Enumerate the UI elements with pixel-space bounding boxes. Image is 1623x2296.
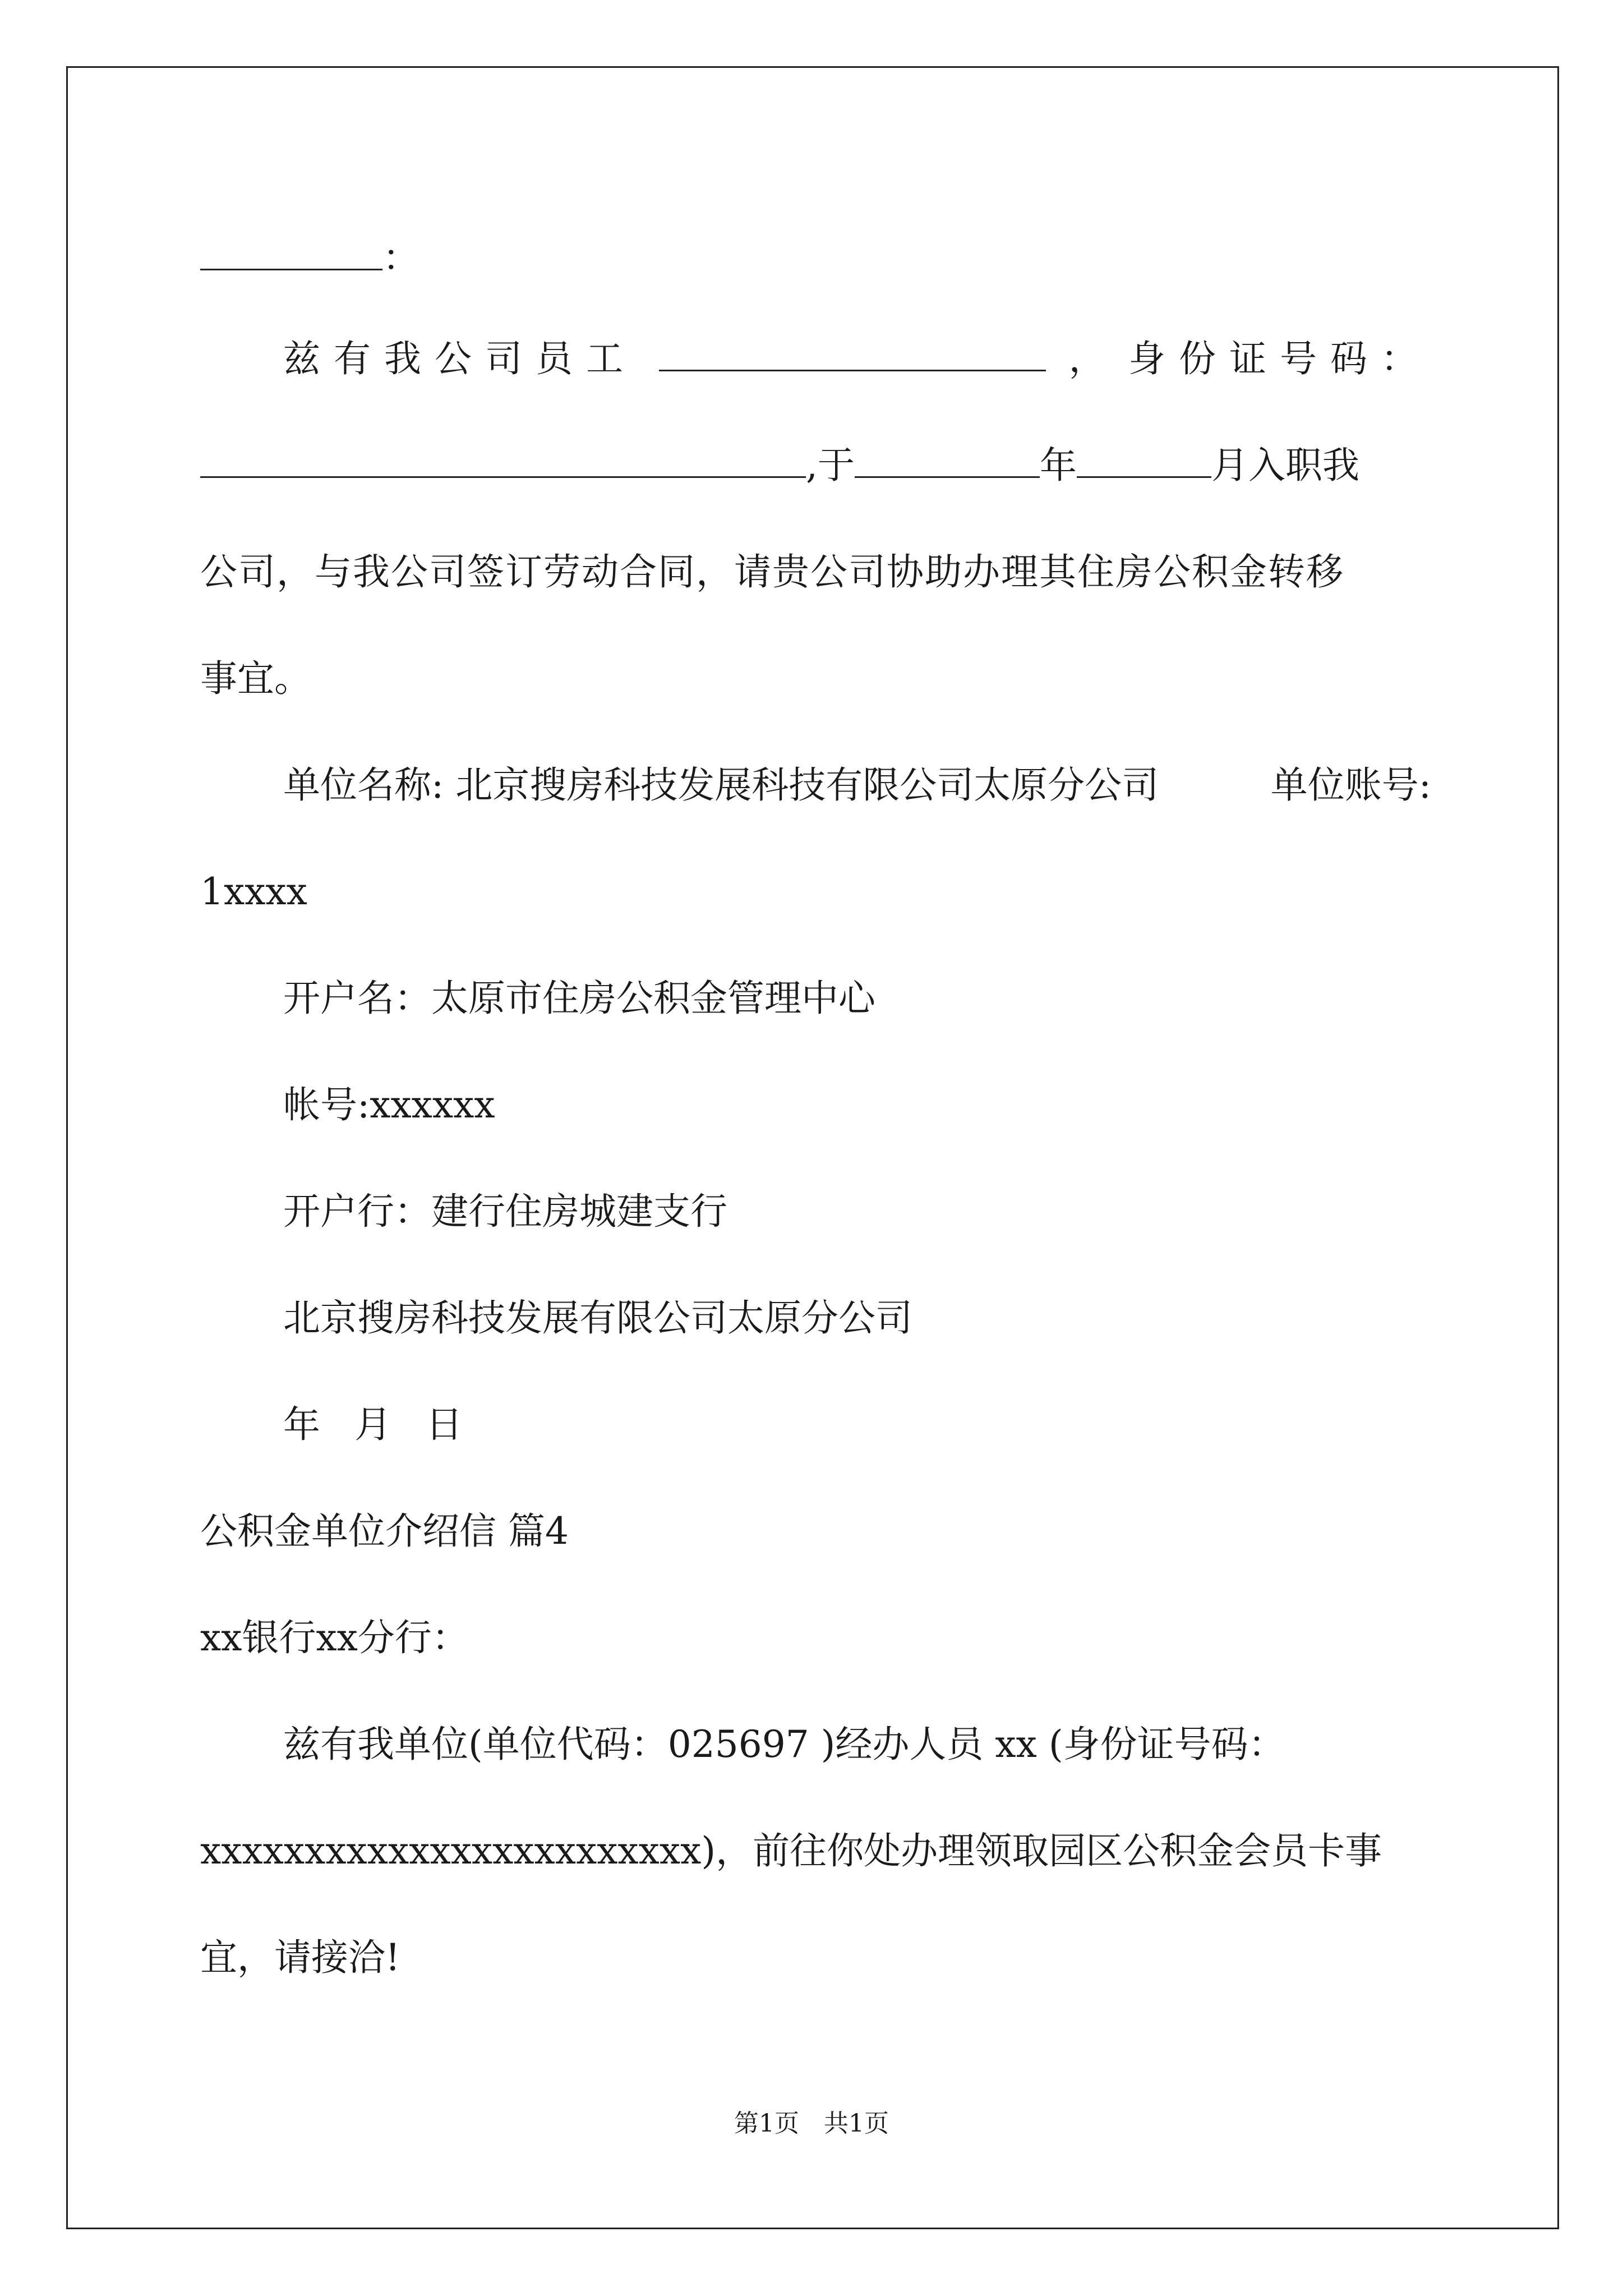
unit-account-value: 1xxxx	[200, 870, 307, 913]
addressee-line	[200, 236, 419, 280]
letter4-body-line-3: 宜，请接洽!	[200, 1936, 400, 1979]
year-label: 年	[1039, 444, 1077, 487]
id-number-label: 身份证号码：	[1128, 337, 1431, 380]
bank-name: 开户行：建行住房城建支行	[283, 1190, 727, 1233]
intro-at: ,于	[806, 444, 855, 487]
letter4-body-line-2: xxxxxxxxxxxxxxxxxxxxxxxx)，前往你处办理领取园区公积金会员卡事	[200, 1829, 1382, 1872]
intro-line-3: 公司，与我公司签订劳动合同，请贵公司协助办理其住房公积金转移	[200, 550, 1344, 593]
company-signature: 北京搜房科技发展有限公司太原分公司	[283, 1296, 912, 1340]
year-blank[interactable]	[855, 445, 1040, 478]
intro-comma: ，	[1068, 337, 1106, 380]
addressee-blank[interactable]	[200, 237, 382, 270]
employee-name-blank[interactable]	[659, 338, 1046, 371]
page-footer: 第1页 共1页	[734, 2109, 889, 2138]
page-border	[66, 66, 1559, 2229]
letter4-heading: 公积金单位介绍信 篇4	[200, 1510, 569, 1553]
account-holder: 开户名：太原市住房公积金管理中心	[283, 977, 875, 1020]
month-blank[interactable]	[1077, 445, 1211, 478]
letter4-addressee: xx银行xx分行：	[200, 1616, 469, 1659]
intro-line-4: 事宜。	[200, 657, 311, 700]
intro-prefix: 兹有我公司员工	[283, 337, 637, 380]
intro-line-1	[283, 337, 1431, 381]
month-join-label: 月入职我	[1211, 444, 1359, 487]
date-line: 年 月 日	[283, 1403, 463, 1446]
account-number: 帐号:xxxxxx	[283, 1083, 495, 1126]
unit-name: 单位名称: 北京搜房科技发展科技有限公司太原分公司	[283, 763, 1159, 807]
intro-line-2	[200, 443, 1359, 488]
addressee-colon: ：	[382, 236, 419, 279]
unit-info-line	[283, 763, 1431, 808]
letter4-body-line-1: 兹有我单位(单位代码：025697 )经办人员 xx (身份证号码：	[283, 1723, 1285, 1766]
unit-account-label: 单位账号:	[1270, 763, 1431, 807]
id-number-blank[interactable]	[200, 445, 806, 478]
